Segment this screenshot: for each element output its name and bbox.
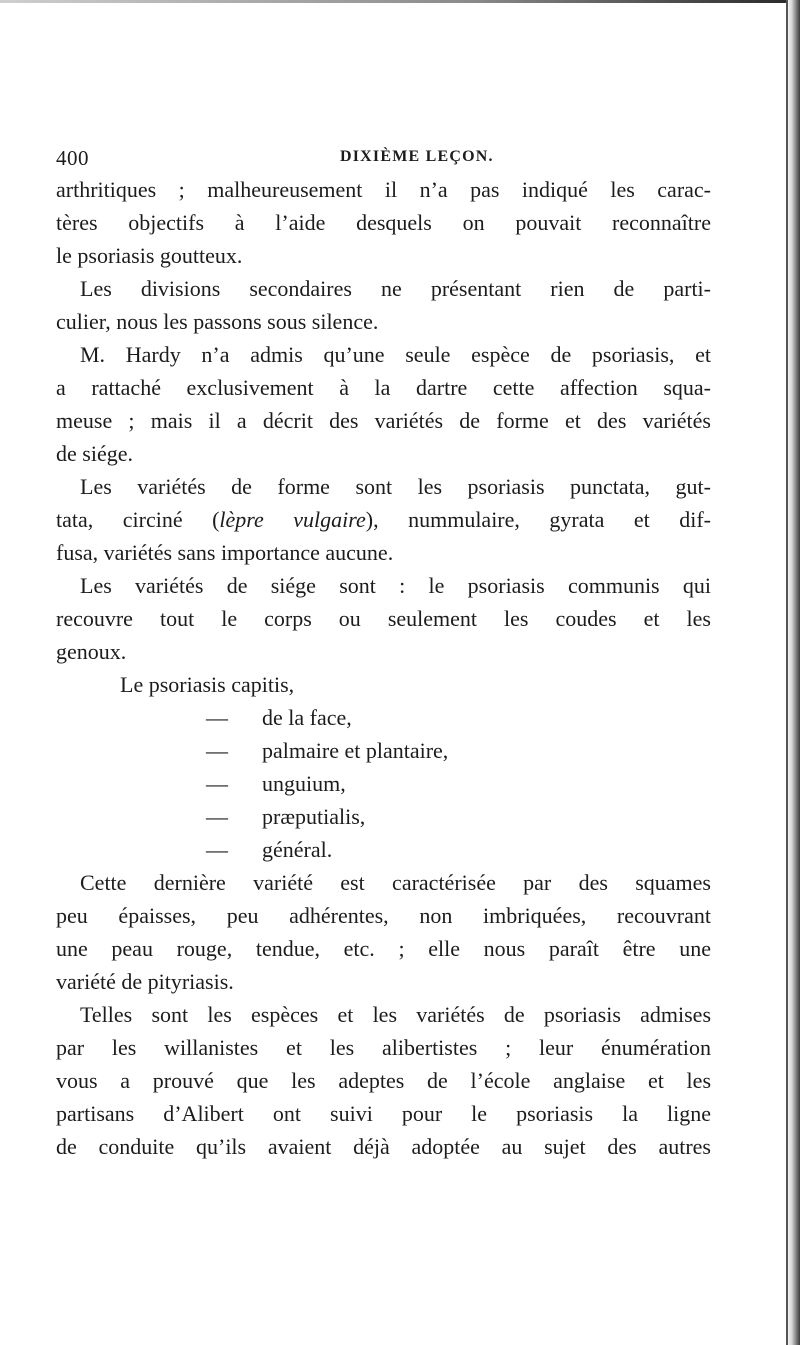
- paragraph-5: [56, 569, 711, 668]
- text-line: le psoriasis goutteux.: [56, 243, 243, 268]
- text-span: ), nummulaire, gyrata et dif-: [365, 507, 711, 532]
- list-head: Le psoriasis capitis,: [120, 672, 295, 697]
- page-edge-shadow: [786, 0, 800, 1345]
- list-item-text: de la face,: [262, 705, 352, 730]
- ditto-dash: —: [206, 771, 228, 796]
- italic-term: lèpre vulgaire: [219, 507, 366, 532]
- list-item: [56, 701, 711, 734]
- text-line: arthritiques ; malheureusement il n’a pas indiqué les carac-: [56, 177, 711, 202]
- text-line: Les variétés de siége sont : le psoriasis communis qui: [80, 573, 711, 598]
- text-span: tata, circiné (: [56, 507, 220, 532]
- text-line: vous a prouvé que les adeptes de l’école anglaise et les: [56, 1068, 711, 1093]
- text-line: fusa, variétés sans importance aucune.: [56, 540, 394, 565]
- text-line: a rattaché exclusivement à la dartre cette affection squa-: [56, 375, 711, 400]
- paragraph-6: [56, 866, 711, 998]
- ditto-dash: —: [206, 804, 228, 829]
- text-line: Les divisions secondaires ne présentant rien de parti-: [80, 276, 711, 301]
- paragraph-3: [56, 338, 711, 470]
- text-line: par les willanistes et les alibertistes ; leur énumération: [56, 1035, 711, 1060]
- text-line: une peau rouge, tendue, etc. ; elle nous paraît être une: [56, 936, 711, 961]
- list-item: [56, 800, 711, 833]
- ditto-dash: —: [206, 738, 228, 763]
- paragraph-7: [56, 998, 711, 1163]
- running-head: [56, 146, 711, 172]
- paragraph-4: [56, 470, 711, 569]
- text-line: Telles sont les espèces et les variétés de psoriasis admises: [80, 1002, 711, 1027]
- variety-list: [56, 668, 711, 866]
- book-page: [56, 146, 711, 1163]
- text-line: de siége.: [56, 441, 133, 466]
- ditto-dash: —: [206, 705, 228, 730]
- text-line: M. Hardy n’a admis qu’une seule espèce de psoriasis, et: [80, 342, 711, 367]
- ditto-dash: —: [206, 837, 228, 862]
- text-line: culier, nous les passons sous silence.: [56, 309, 379, 334]
- text-line: peu épaisses, peu adhérentes, non imbriquées, recouvrant: [56, 903, 711, 928]
- list-item-text: palmaire et plantaire,: [262, 738, 449, 763]
- list-item-text: unguium,: [262, 771, 346, 796]
- list-item-text: général.: [262, 837, 333, 862]
- text-line: Cette dernière variété est caractérisée par des squames: [80, 870, 711, 895]
- text-line: de conduite qu’ils avaient déjà adoptée au sujet des autres: [56, 1134, 711, 1159]
- top-border-rule: [0, 0, 790, 3]
- page-number: 400: [56, 146, 89, 170]
- running-title: DIXIÈME LEÇON.: [340, 148, 494, 165]
- text-line: tères objectifs à l’aide desquels on pouvait reconnaître: [56, 210, 711, 235]
- text-line: Les variétés de forme sont les psoriasis punctata, gut-: [80, 474, 711, 499]
- paragraph-2: [56, 272, 711, 338]
- list-item-text: præputialis,: [262, 804, 366, 829]
- list-item: [56, 734, 711, 767]
- list-item: [56, 767, 711, 800]
- list-item: [56, 833, 711, 866]
- body-text: [56, 173, 711, 1163]
- text-line: [56, 503, 711, 536]
- page-edge-line: [786, 0, 788, 1345]
- paragraph-1: [56, 173, 711, 272]
- text-line: genoux.: [56, 639, 127, 664]
- text-line: variété de pityriasis.: [56, 969, 234, 994]
- text-line: partisans d’Alibert ont suivi pour le psoriasis la ligne: [56, 1101, 711, 1126]
- text-line: recouvre tout le corps ou seulement les coudes et les: [56, 606, 711, 631]
- text-line: meuse ; mais il a décrit des variétés de forme et des variétés: [56, 408, 711, 433]
